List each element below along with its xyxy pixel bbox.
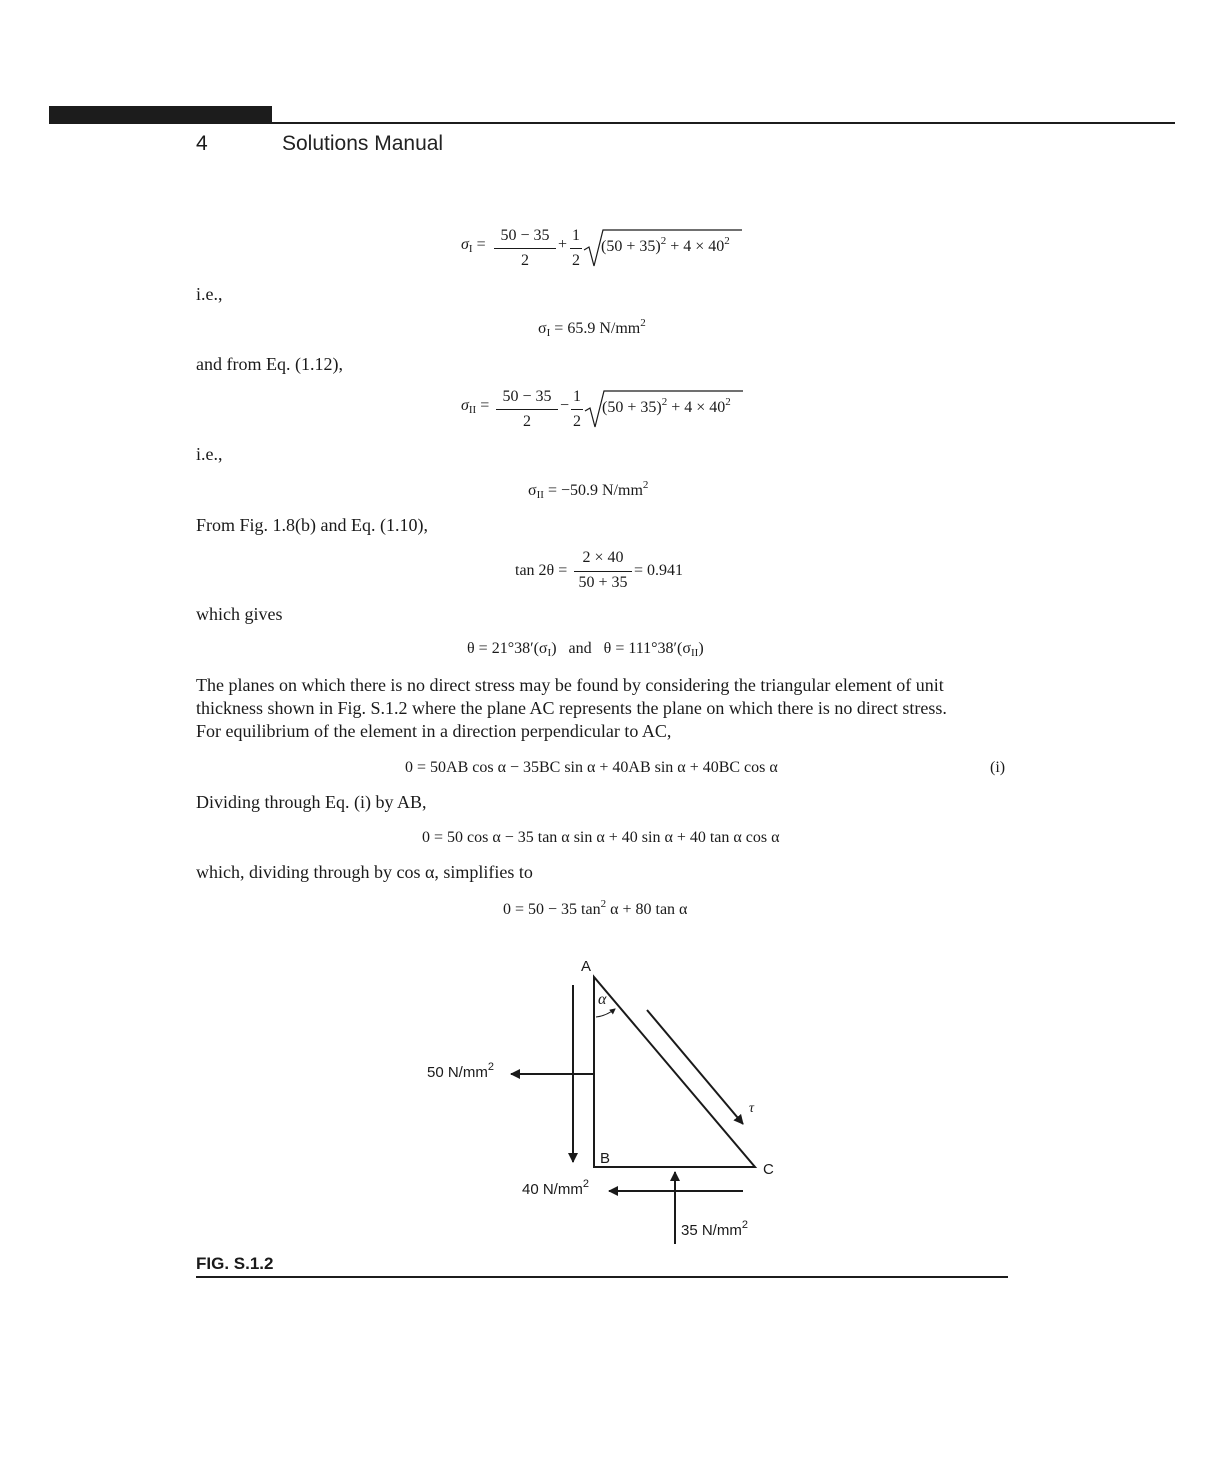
- label-tau: τ: [749, 1101, 755, 1116]
- page-number: 4: [196, 132, 208, 155]
- bottom-rule: [196, 1276, 1008, 1278]
- sigma1-value: $\sigma_I = 65.9$ $N/mm^2$: [538, 317, 646, 339]
- alpha-arc: [596, 1009, 615, 1017]
- text-which-gives: which gives: [196, 604, 283, 624]
- label-b: B: [600, 1150, 611, 1167]
- figure-caption: FIG. S.1.2: [196, 1254, 274, 1273]
- text-from-fig: From Fig. 1.8(b) and Eq. (1.10),: [196, 515, 428, 535]
- text-ie-1: i.e.,: [196, 284, 223, 304]
- theta-values: $\theta = 21^\circ 38'(\sigma_I)$ and $\theta = 111^\circ 38'(\sigma_{II})$: [467, 640, 704, 659]
- text-from-eq-112: and from Eq. (1.12),: [196, 354, 343, 374]
- label-stress-40: 40 $N/mm^2$: [522, 1178, 589, 1198]
- planes-paragraph: The planes on which there is no direct stress may be found by considering the triangular element of unit thickness shown in Fig. S.1.2 where the plane AC represents the plane on which there is no direct stress. For equilibrium of the element in a direction perpendicular to AC,: [196, 675, 947, 741]
- triangle-element: [594, 977, 755, 1167]
- label-alpha: α: [598, 991, 607, 1008]
- text-ie-2: i.e.,: [196, 444, 223, 464]
- sigma2-value: $\sigma_{II} = -50.9$ $N/mm^2$: [528, 479, 649, 501]
- equation-divided: 0 = 50 cos α − 35 tan α sin α + 40 sin α + 40 tan α cos α: [422, 829, 780, 846]
- label-stress-50: 50 $N/mm^2$: [427, 1061, 494, 1081]
- equation-simplified: 0 = 50 − 35 $\tan^2 \alpha + 80$ tan α: [503, 898, 688, 918]
- label-stress-35: 35 $N/mm^2$: [681, 1219, 748, 1239]
- equation-i: 0 = 50AB cos α − 35BC sin α + 40AB sin α + 40BC cos α: [405, 759, 778, 776]
- label-c: C: [763, 1161, 774, 1178]
- text-dividing-cos: which, dividing through by cos α, simplifies to: [196, 862, 533, 882]
- running-title: Solutions Manual: [282, 132, 444, 155]
- equation-i-tag: (i): [990, 759, 1006, 776]
- label-a: A: [581, 958, 592, 975]
- text-dividing-ab: Dividing through Eq. (i) by AB,: [196, 792, 427, 812]
- tau-arrow: [647, 1010, 743, 1124]
